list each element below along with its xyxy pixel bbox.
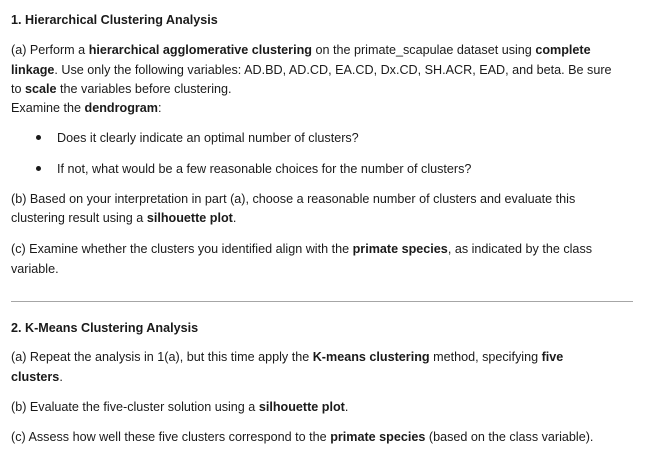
bold-term: hierarchical agglomerative clustering <box>88 43 312 57</box>
section-1-part-c-line-2: variable. <box>11 262 59 276</box>
section-divider <box>11 301 633 302</box>
text-run: method, specifying <box>429 350 542 364</box>
section-1-part-b-line-1: (b) Based on your interpretation in part (a), choose a reasonable number of clusters and evaluate this <box>11 192 576 206</box>
text-run: (c) Examine whether the clusters you identified align with the <box>11 242 353 256</box>
text-run: the variables before clustering. <box>56 82 232 96</box>
text-run: . <box>232 211 237 225</box>
text-run: . <box>344 400 349 414</box>
bold-term: linkage <box>11 63 55 77</box>
bold-term: clusters <box>11 370 60 384</box>
bullet-item <box>36 130 359 146</box>
text-run: : <box>158 101 162 115</box>
section-2-part-a-line-2 <box>11 369 63 385</box>
bold-term: silhouette plot <box>258 400 345 414</box>
text-run: Examine the <box>11 101 85 115</box>
bullet-text: Does it clearly indicate an optimal number of clusters? <box>57 131 359 145</box>
bold-term: scale <box>25 82 57 96</box>
section-1-part-a-line-2 <box>11 62 612 78</box>
text-run: (c) Assess how well these five clusters correspond to the <box>11 430 331 444</box>
text-run: on the primate_scapulae dataset using <box>311 43 536 57</box>
text-run: (based on the class variable). <box>425 430 594 444</box>
text-run: to <box>11 82 26 96</box>
bold-term: complete <box>535 43 591 57</box>
section-1-heading: 1. Hierarchical Clustering Analysis <box>11 13 218 27</box>
bold-term: five <box>541 350 564 364</box>
section-1-part-c-line-1 <box>11 241 592 257</box>
text-run: (a) Repeat the analysis in 1(a), but this time apply the <box>11 350 313 364</box>
text-run: (a) Perform a <box>11 43 89 57</box>
text-run: , as indicated by the class <box>447 242 593 256</box>
section-2-part-b <box>11 399 348 415</box>
bullet-icon <box>36 135 41 140</box>
bullet-icon <box>36 166 41 171</box>
text-run: . <box>59 370 63 384</box>
section-1-part-a-line-3 <box>11 81 232 97</box>
bold-term: primate species <box>352 242 448 256</box>
section-2-heading: 2. K-Means Clustering Analysis <box>11 321 199 335</box>
bullet-text: If not, what would be a few reasonable choices for the number of clusters? <box>57 162 472 176</box>
text-run: . Use only the following variables: AD.BD, AD.CD, EA.CD, Dx.CD, SH.ACR, EAD, and beta. Be sure <box>54 63 612 77</box>
text-run: clustering result using a <box>11 211 147 225</box>
bold-term: K-means clustering <box>312 350 430 364</box>
section-1-part-a-line-4 <box>11 100 162 116</box>
bullet-item <box>36 161 471 177</box>
section-1-part-b-line-2 <box>11 210 236 226</box>
text-run: (b) Evaluate the five-cluster solution using a <box>11 400 259 414</box>
bold-term: primate species <box>330 430 426 444</box>
bold-term: silhouette plot <box>146 211 233 225</box>
section-2-part-a-line-1 <box>11 349 563 365</box>
bold-term: dendrogram <box>84 101 158 115</box>
section-1-part-a-line-1 <box>11 42 591 58</box>
section-2-part-c <box>11 429 593 445</box>
